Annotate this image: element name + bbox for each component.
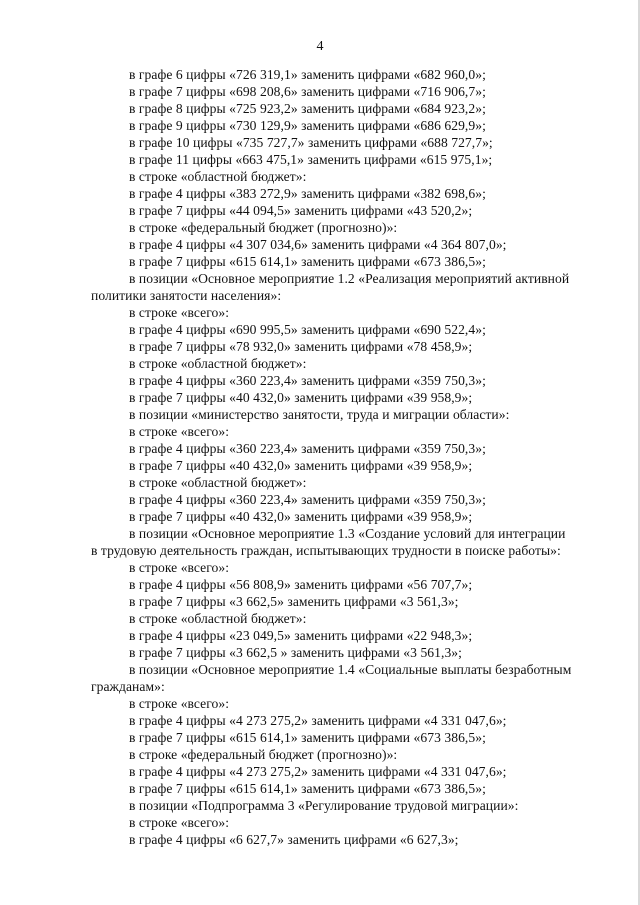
text-line: в позиции «Основное мероприятие 1.3 «Создание условий для интеграции	[129, 526, 566, 541]
text-line: гражданам»:	[91, 679, 165, 694]
text-line: в графе 10 цифры «735 727,7» заменить цифрами «688 727,7»;	[129, 135, 493, 150]
text-line: в позиции «Основное мероприятие 1.4 «Социальные выплаты безработным	[129, 662, 572, 677]
text-line: в строке «областной бюджет»:	[129, 356, 307, 371]
text-line: в графе 7 цифры «615 614,1» заменить цифрами «673 386,5»;	[129, 730, 486, 745]
text-line: в графе 7 цифры «615 614,1» заменить цифрами «673 386,5»;	[129, 781, 486, 796]
text-line: в графе 4 цифры «4 307 034,6» заменить цифрами «4 364 807,0»;	[129, 237, 507, 252]
document-body	[91, 66, 591, 848]
text-line: в графе 4 цифры «360 223,4» заменить цифрами «359 750,3»;	[129, 492, 486, 507]
text-line: в строке «всего»:	[129, 424, 230, 439]
text-line: политики занятости населения»:	[91, 288, 282, 303]
text-line: в строке «всего»:	[129, 560, 230, 575]
text-line: в трудовую деятельность граждан, испытывающих трудности в поиске работы»:	[91, 543, 561, 558]
text-line: в графе 7 цифры «40 432,0» заменить цифрами «39 958,9»;	[129, 458, 473, 473]
text-line: в графе 7 цифры «698 208,6» заменить цифрами «716 906,7»;	[129, 84, 486, 99]
text-line: в графе 4 цифры «56 808,9» заменить цифрами «56 707,7»;	[129, 577, 473, 592]
text-line: в графе 4 цифры «690 995,5» заменить цифрами «690 522,4»;	[129, 322, 486, 337]
text-line: в позиции «Основное мероприятие 1.2 «Реализация мероприятий активной	[129, 271, 570, 286]
text-line: в графе 4 цифры «360 223,4» заменить цифрами «359 750,3»;	[129, 441, 486, 456]
text-line: в строке «федеральный бюджет (прогнозно)»:	[129, 747, 398, 762]
text-line: в графе 7 цифры «44 094,5» заменить цифрами «43 520,2»;	[129, 203, 473, 218]
text-line: в графе 11 цифры «663 475,1» заменить цифрами «615 975,1»;	[129, 152, 493, 167]
text-line: в графе 7 цифры «3 662,5 » заменить цифрами «3 561,3»;	[129, 645, 462, 660]
text-line: в строке «всего»:	[129, 815, 230, 830]
text-line: в строке «всего»:	[129, 305, 230, 320]
page-number: 4	[316, 39, 324, 54]
text-line: в графе 7 цифры «615 614,1» заменить цифрами «673 386,5»;	[129, 254, 486, 269]
text-line: в графе 7 цифры «40 432,0» заменить цифрами «39 958,9»;	[129, 390, 473, 405]
text-line: в графе 4 цифры «4 273 275,2» заменить цифрами «4 331 047,6»;	[129, 764, 507, 779]
text-line: в графе 6 цифры «726 319,1» заменить цифрами «682 960,0»;	[129, 67, 486, 82]
text-line: в графе 4 цифры «383 272,9» заменить цифрами «382 698,6»;	[129, 186, 486, 201]
text-line: в графе 9 цифры «730 129,9» заменить цифрами «686 629,9»;	[129, 118, 486, 133]
text-line: в позиции «Подпрограмма 3 «Регулирование трудовой миграции»:	[129, 798, 519, 813]
text-line: в строке «областной бюджет»:	[129, 475, 307, 490]
text-line: в позиции «министерство занятости, труда и миграции области»:	[129, 407, 510, 422]
text-line: в графе 7 цифры «40 432,0» заменить цифрами «39 958,9»;	[129, 509, 473, 524]
text-line: в графе 8 цифры «725 923,2» заменить цифрами «684 923,2»;	[129, 101, 486, 116]
text-line: в графе 7 цифры «3 662,5» заменить цифрами «3 561,3»;	[129, 594, 459, 609]
text-line: в графе 4 цифры «360 223,4» заменить цифрами «359 750,3»;	[129, 373, 486, 388]
text-line: в строке «областной бюджет»:	[129, 611, 307, 626]
text-line: в строке «всего»:	[129, 696, 230, 711]
text-line: в строке «областной бюджет»:	[129, 169, 307, 184]
text-line: в строке «федеральный бюджет (прогнозно)»:	[129, 220, 398, 235]
text-line: в графе 4 цифры «6 627,7» заменить цифрами «6 627,3»;	[129, 832, 459, 847]
text-line: в графе 4 цифры «4 273 275,2» заменить цифрами «4 331 047,6»;	[129, 713, 507, 728]
text-line: в графе 4 цифры «23 049,5» заменить цифрами «22 948,3»;	[129, 628, 473, 643]
text-line: в графе 7 цифры «78 932,0» заменить цифрами «78 458,9»;	[129, 339, 473, 354]
